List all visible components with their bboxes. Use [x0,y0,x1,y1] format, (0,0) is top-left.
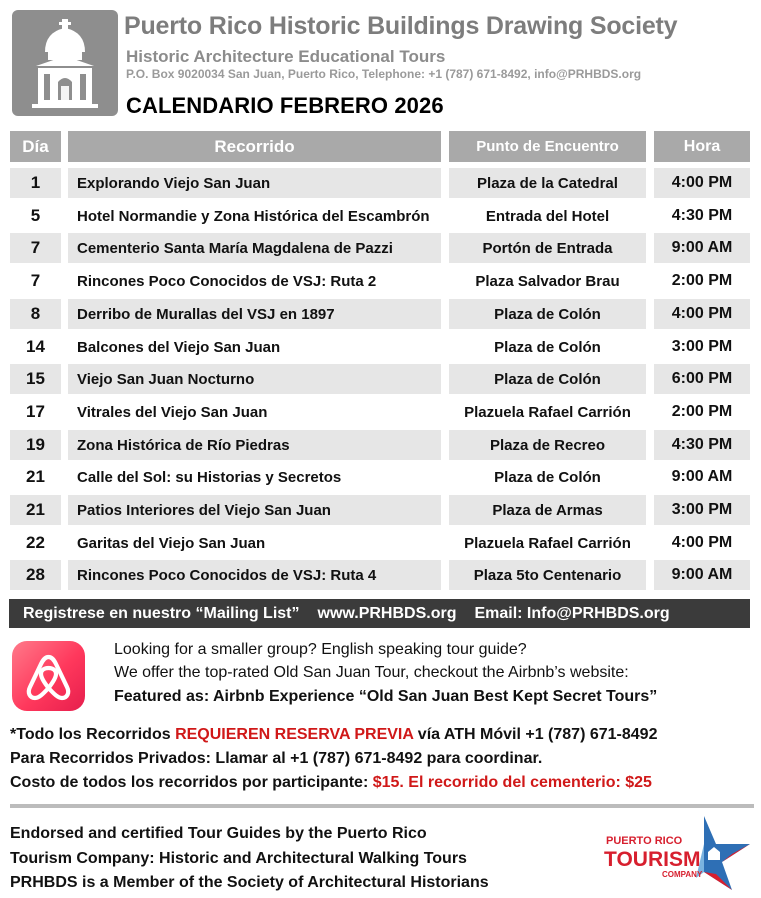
cell-meeting-point: Plaza de Armas [449,495,646,525]
cell-meeting-point: Plaza de Colón [494,468,601,486]
cost-note [10,774,652,792]
organization-name: Puerto Rico Historic Buildings Drawing Society [124,12,678,40]
cell-meeting-point: Plazuela Rafael Carrión [464,534,631,552]
cell-day: 7 [30,271,41,290]
cell-meeting-point: Plaza de la Catedral [449,168,646,198]
airbnb-text-line-1: Looking for a smaller group? English speaking tour guide? [114,641,527,658]
cell-tour: Rincones Poco Conocidos de VSJ: Ruta 2 [77,272,377,290]
column-header-meeting-point: Punto de Encuentro [449,131,646,162]
cell-time: 4:00 PM [654,168,750,198]
reservation-prefix: *Todo los Recorridos [10,726,176,743]
cell-tour: Derribo de Murallas del VSJ en 1897 [68,299,441,329]
cell-day: 15 [10,364,61,394]
cell-day: 14 [26,337,45,356]
cell-tour: Balcones del Viejo San Juan [77,338,281,356]
reservation-note [10,726,657,744]
cell-meeting-point: Portón de Entrada [449,233,646,263]
column-header-tour: Recorrido [68,131,441,162]
cell-meeting-point: Plaza de Recreo [449,430,646,460]
organization-subtitle: Historic Architecture Educational Tours [126,47,446,66]
cell-meeting-point: Plaza de Colón [449,364,646,394]
endorsement-line-2: Tourism Company: Historic and Architectural Walking Tours [10,850,467,867]
cell-meeting-point: Plaza 5to Centenario [449,560,646,590]
society-logo [12,10,118,116]
cell-tour: Hotel Normandie y Zona Histórica del Escambrón [77,207,430,225]
cell-day: 7 [10,233,61,263]
cell-tour: Calle del Sol: su Historias y Secretos [77,468,342,486]
cell-tour: Viejo San Juan Nocturno [68,364,441,394]
historic-building-icon [12,10,118,116]
reservation-required: REQUIEREN RESERVA PREVIA [175,726,414,743]
cell-day: 1 [10,168,61,198]
airbnb-featured-line: Featured as: Airbnb Experience “Old San Juan Best Kept Secret Tours” [114,688,658,705]
cell-time: 9:00 AM [654,560,750,590]
cell-meeting-point: Plaza Salvador Brau [475,272,620,290]
cell-time: 4:00 PM [671,534,733,551]
endorsement-line-3: PRHBDS is a Member of the Society of Architectural Historians [10,874,489,891]
prtc-bottom-text: COMPANY [662,870,703,879]
column-header-day: Día [10,131,61,162]
cell-time: 4:30 PM [671,207,733,224]
cell-time: 6:00 PM [654,364,750,394]
calendar-title: CALENDARIO FEBRERO 2026 [126,93,444,118]
cell-tour: Patios Interiores del Viejo San Juan [68,495,441,525]
cell-day: 8 [10,299,61,329]
cell-meeting-point: Plaza de Colón [449,299,646,329]
reservation-suffix: vía ATH Móvil +1 (787) 671-8492 [413,726,658,743]
cell-meeting-point: Plaza de Colón [494,338,601,356]
cell-tour: Garitas del Viejo San Juan [77,534,266,552]
endorsement-line-1: Endorsed and certified Tour Guides by the Puerto Rico [10,825,427,842]
cell-tour: Zona Histórica de Río Piedras [68,430,441,460]
cost-prefix: Costo de todos los recorridos por participante: [10,774,373,791]
cell-time: 9:00 AM [671,468,733,485]
cell-time: 9:00 AM [654,233,750,263]
register-bar [9,599,750,628]
puerto-rico-tourism-logo [600,814,752,890]
cell-meeting-point: Entrada del Hotel [485,207,610,225]
cell-time: 2:00 PM [671,403,733,420]
cell-day: 19 [10,430,61,460]
cell-tour: Cementerio Santa María Magdalena de Pazzi [68,233,441,263]
airbnb-text-line-2: We offer the top-rated Old San Juan Tour, checkout the Airbnb’s website: [114,664,629,681]
organization-contact: P.O. Box 9020034 San Juan, Puerto Rico, Telephone: +1 (787) 671-8492, info@PRHBDS.org [126,67,642,81]
cell-time: 2:00 PM [671,272,733,289]
cell-tour: Vitrales del Viejo San Juan [77,403,268,421]
mailing-list-text: Registrese en nuestro “Mailing List” [23,604,300,622]
cell-tour: Explorando Viejo San Juan [68,168,441,198]
airbnb-logo-icon [12,641,85,711]
email-link[interactable]: Email: Info@PRHBDS.org [474,604,670,622]
cell-day: 5 [30,206,41,225]
prtc-main-text: TOURISM [604,848,701,871]
column-header-time: Hora [654,131,750,162]
cell-meeting-point: Plazuela Rafael Carrión [464,403,631,421]
website-link[interactable]: www.PRHBDS.org [317,604,457,622]
cost-amount: $15. El recorrido del cementerio: $25 [372,774,652,791]
section-divider [10,804,754,808]
cell-day: 28 [10,560,61,590]
cell-time: 3:00 PM [654,495,750,525]
cell-day: 17 [26,402,45,421]
cell-time: 4:00 PM [654,299,750,329]
cell-day: 22 [26,533,45,552]
cell-time: 4:30 PM [654,430,750,460]
cell-tour: Rincones Poco Conocidos de VSJ: Ruta 4 [68,560,441,590]
prtc-top-text: PUERTO RICO [606,835,683,847]
private-tours-note: Para Recorridos Privados: Llamar al +1 (787) 671-8492 para coordinar. [10,750,543,767]
cell-day: 21 [26,467,45,486]
cell-time: 3:00 PM [671,338,733,355]
cell-day: 21 [10,495,61,525]
